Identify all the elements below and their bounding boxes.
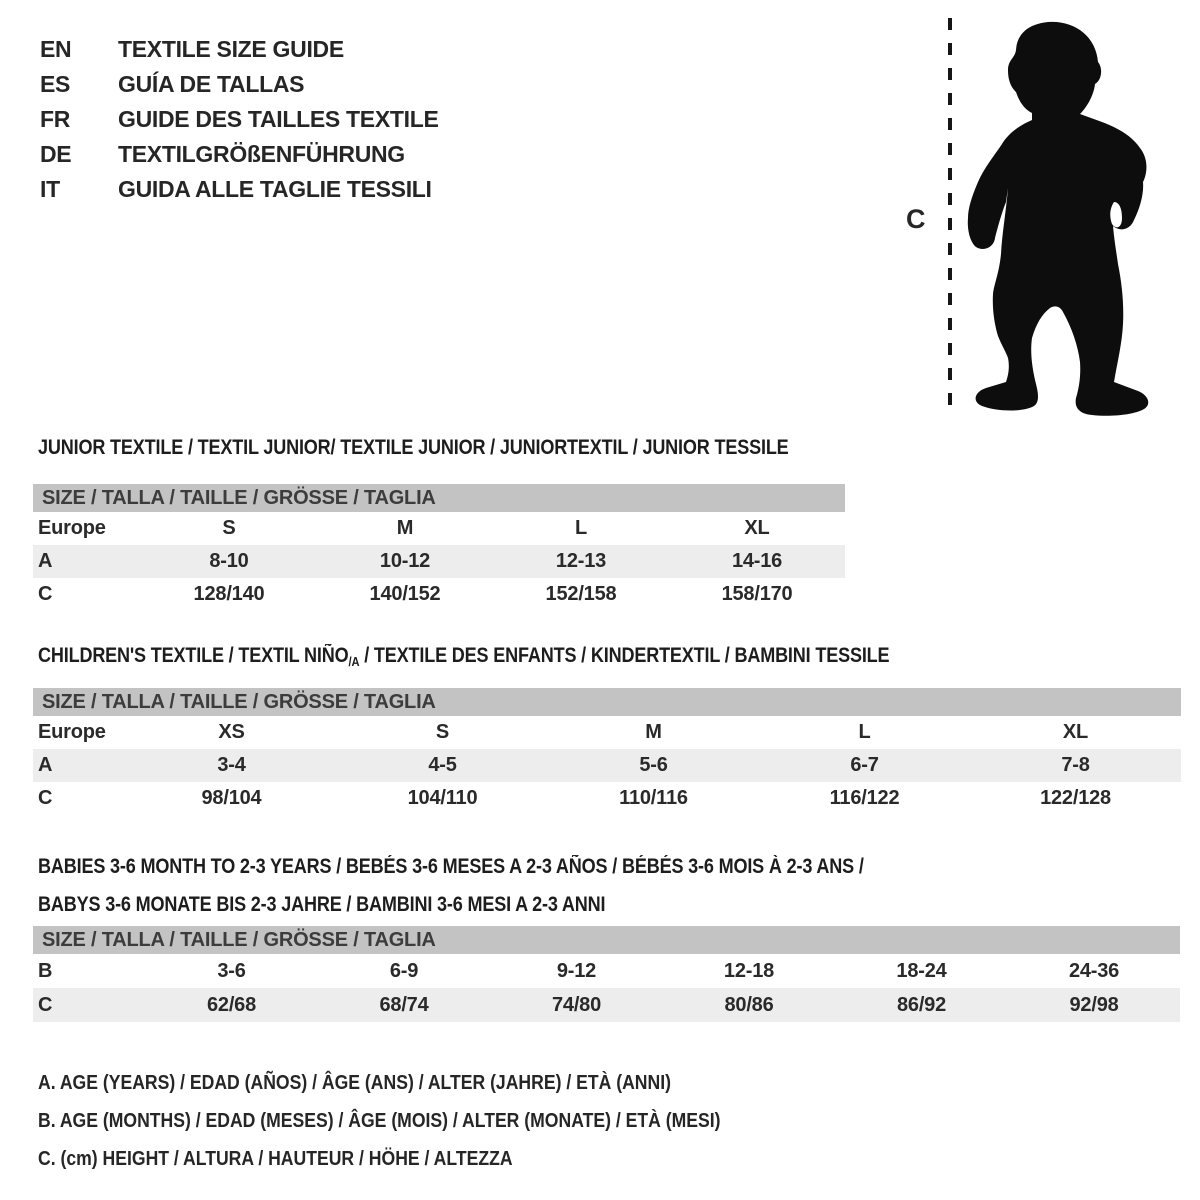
cell: 3-6 — [217, 959, 246, 982]
cell: 104/110 — [407, 787, 478, 809]
cell: 110/116 — [619, 787, 688, 809]
cell: 152/158 — [545, 583, 617, 605]
junior-heading-text: JUNIOR TEXTILE / TEXTIL JUNIOR/ TEXTILE JUNIOR / JUNIORTEXTIL / JUNIOR TESSILE — [38, 436, 789, 459]
cell: 4-5 — [337, 749, 548, 782]
legend-line-b: B. AGE (MONTHS) / EDAD (MESES) / ÂGE (MOIS) / ALTER (MONATE) / ETÀ (MESI) — [38, 1110, 721, 1132]
cell: 158/170 — [721, 583, 793, 605]
size-header-bar — [33, 926, 1180, 954]
table-row-height — [33, 988, 1180, 1022]
cell: XS — [218, 721, 245, 743]
cell: 18-24 — [896, 959, 947, 982]
children-heading-text: CHILDREN'S TEXTILE / TEXTIL NIÑO — [38, 644, 349, 667]
cell: 5-6 — [548, 749, 759, 782]
table-row-height — [33, 578, 845, 611]
children-section-heading — [38, 644, 1028, 669]
table-row-europe — [33, 512, 845, 545]
height-c-label: C — [906, 204, 926, 234]
size-header-label: SIZE / TALLA / TAILLE / GRÖSSE / TAGLIA — [33, 688, 1181, 716]
cell: XL — [1062, 721, 1089, 743]
children-heading-subscript: /A — [348, 654, 360, 669]
language-title-list — [40, 32, 439, 207]
legend-line-c: C. (cm) HEIGHT / ALTURA / HAUTEUR / HÖHE / ALTEZZA — [38, 1148, 513, 1170]
lang-row-es — [40, 67, 439, 102]
cell: 122/128 — [1040, 787, 1111, 809]
cell: M — [396, 517, 414, 539]
cell: 8-10 — [141, 545, 317, 578]
cell: 14-16 — [669, 545, 845, 578]
cell: 116/122 — [829, 787, 900, 809]
cell: 80/86 — [663, 988, 835, 1022]
children-size-table — [33, 688, 1181, 815]
lang-row-en — [40, 32, 439, 67]
cell: 6-9 — [389, 959, 419, 982]
cell: L — [574, 517, 588, 539]
cell: 98/104 — [201, 787, 262, 809]
junior-section-heading — [38, 436, 911, 460]
row-label: C — [38, 583, 53, 605]
row-label: B — [38, 959, 53, 982]
babies-size-table — [33, 926, 1180, 1022]
cell: 3-4 — [126, 749, 337, 782]
cell: 74/80 — [490, 988, 663, 1022]
cell: 6-7 — [759, 749, 970, 782]
table-row-age — [33, 749, 1181, 782]
measurement-legend — [38, 1064, 814, 1178]
lang-code: EN — [40, 36, 72, 62]
lang-code: FR — [40, 106, 71, 132]
row-label: Europe — [38, 517, 106, 539]
size-header-bar — [33, 484, 845, 512]
lang-title: TEXTILE SIZE GUIDE — [118, 36, 344, 62]
height-dashed-line — [948, 18, 952, 418]
lang-code: IT — [40, 176, 60, 202]
lang-title: GUIDE DES TAILLES TEXTILE — [118, 106, 439, 132]
lang-code: DE — [40, 141, 72, 167]
cell: 140/152 — [369, 583, 441, 605]
toddler-silhouette-image — [962, 16, 1158, 422]
cell: XL — [744, 517, 770, 539]
babies-heading-line2: BABYS 3-6 MONATE BIS 2-3 JAHRE / BAMBINI 3-6 MESI A 2-3 ANNI — [38, 893, 606, 916]
cell: S — [435, 721, 450, 743]
lang-row-it — [40, 172, 439, 207]
row-label: Europe — [38, 721, 106, 743]
row-label: A — [33, 545, 141, 578]
cell: 92/98 — [1008, 988, 1180, 1022]
lang-title: GUIDA ALLE TAGLIE TESSILI — [118, 176, 432, 202]
cell: 68/74 — [318, 988, 490, 1022]
cell: S — [222, 517, 236, 539]
table-row-height — [33, 782, 1181, 815]
cell: 128/140 — [193, 583, 265, 605]
table-row-age — [33, 545, 845, 578]
cell: M — [645, 721, 662, 743]
cell: 9-12 — [556, 959, 597, 982]
size-header-label: SIZE / TALLA / TAILLE / GRÖSSE / TAGLIA — [33, 926, 1180, 954]
babies-heading-line1: BABIES 3-6 MONTH TO 2-3 YEARS / BEBÉS 3-6 MESES A 2-3 AÑOS / BÉBÉS 3-6 MOIS À 2-3 ANS / — [38, 855, 864, 878]
babies-section-heading — [38, 848, 998, 924]
cell: 24-36 — [1068, 959, 1120, 982]
cell: 12-18 — [723, 959, 775, 982]
row-label: C — [38, 787, 53, 809]
size-header-label: SIZE / TALLA / TAILLE / GRÖSSE / TAGLIA — [33, 484, 845, 512]
lang-title: TEXTILGRÖßENFÜHRUNG — [118, 141, 405, 167]
row-label: A — [33, 749, 126, 782]
children-heading-text-tail: / TEXTILE DES ENFANTS / KINDERTEXTIL / BAMBINI TESSILE — [359, 644, 890, 667]
cell: 12-13 — [493, 545, 669, 578]
cell: 86/92 — [835, 988, 1008, 1022]
lang-row-fr — [40, 102, 439, 137]
lang-title: GUÍA DE TALLAS — [118, 71, 305, 97]
junior-size-table — [33, 484, 845, 611]
row-label: C — [33, 988, 145, 1022]
legend-line-a: A. AGE (YEARS) / EDAD (AÑOS) / ÂGE (ANS) / ALTER (JAHRE) / ETÀ (ANNI) — [38, 1072, 671, 1094]
cell: 10-12 — [317, 545, 493, 578]
table-row-age-months — [33, 954, 1180, 988]
lang-code: ES — [40, 71, 71, 97]
cell: L — [858, 721, 871, 743]
lang-row-de — [40, 137, 439, 172]
table-row-europe — [33, 716, 1181, 749]
size-header-bar — [33, 688, 1181, 716]
cell: 62/68 — [145, 988, 318, 1022]
cell: 7-8 — [970, 749, 1181, 782]
